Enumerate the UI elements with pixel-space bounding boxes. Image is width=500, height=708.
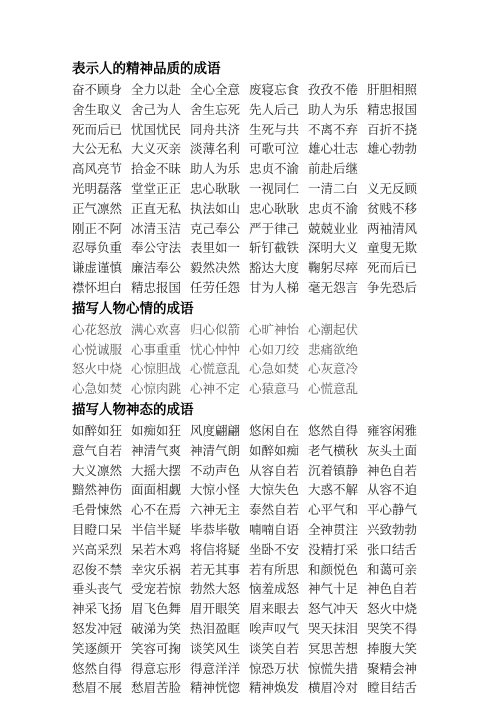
idiom-cell: 兴致勃勃 [367, 521, 418, 537]
idiom-cell: 拾金不昧 [131, 161, 182, 177]
idiom-cell: 毫无怨言 [308, 279, 359, 295]
idiom-cell: 勃然大怒 [190, 581, 241, 597]
idiom-cell: 死而后已 [72, 121, 123, 137]
idiom-cell: 老气横秋 [308, 442, 359, 458]
idiom-cell: 热泪盈眶 [190, 620, 241, 636]
idiom-cell: 谈笑自若 [249, 640, 300, 656]
idiom-cell: 忍辱负重 [72, 240, 123, 256]
idiom-cell: 心惊胆战 [131, 361, 182, 377]
idiom-cell: 深明大义 [308, 240, 359, 256]
idiom-cell: 廉洁奉公 [131, 260, 182, 276]
idiom-cell: 心花怒放 [72, 321, 123, 337]
idiom-cell: 争先恐后 [367, 279, 418, 295]
idiom-cell: 助人为乐 [308, 101, 359, 117]
idiom-cell: 精忠报国 [131, 279, 182, 295]
idiom-cell: 精神恍惚 [190, 680, 241, 696]
idiom-cell: 泰然自若 [249, 502, 300, 518]
idiom-cell: 破涕为笑 [131, 620, 182, 636]
idiom-cell: 神清气爽 [131, 442, 182, 458]
idiom-cell: 若无其事 [190, 561, 241, 577]
idiom-cell: 满心欢喜 [131, 321, 182, 337]
idiom-cell: 神清气朗 [190, 442, 241, 458]
idiom-cell: 忠贞不渝 [308, 200, 359, 216]
idiom-cell: 六神无主 [190, 502, 241, 518]
idiom-cell [367, 159, 426, 179]
idiom-cell: 心猿意马 [249, 381, 300, 397]
idiom-cell: 前赴后继 [308, 161, 359, 177]
idiom-cell: 大义灭亲 [131, 141, 182, 157]
idiom-cell: 死而后已 [367, 260, 418, 276]
idiom-cell: 心旷神怡 [249, 321, 300, 337]
idiom-cell: 眉来眼去 [249, 601, 300, 617]
idiom-cell: 如醉如痴 [249, 442, 300, 458]
idiom-cell: 半信半疑 [131, 521, 182, 537]
idiom-cell: 聚精会神 [367, 660, 418, 676]
idiom-cell: 雄心勃勃 [367, 141, 418, 157]
idiom-cell: 全神贯注 [308, 521, 359, 537]
idiom-cell [367, 359, 426, 379]
idiom-cell: 哭笑不得 [367, 620, 418, 636]
idiom-cell: 捧腹大笑 [367, 640, 418, 656]
idiom-cell: 怒发冲冠 [72, 620, 123, 636]
idiom-cell [367, 379, 426, 399]
idiom-cell: 惊恐万状 [249, 660, 300, 676]
idiom-cell: 心急如焚 [249, 361, 300, 377]
idiom-cell: 心悦诚服 [72, 341, 123, 357]
idiom-cell: 心如刀绞 [249, 341, 300, 357]
idiom-cell: 忍俊不禁 [72, 561, 123, 577]
idiom-cell: 雍容闲雅 [367, 422, 418, 438]
idiom-cell: 心慌意乱 [190, 361, 241, 377]
idiom-cell: 面面相觑 [131, 482, 182, 498]
idiom-cell: 高风亮节 [72, 161, 123, 177]
idiom-cell: 和蔼可亲 [367, 561, 418, 577]
idiom-cell: 生死与共 [249, 121, 300, 137]
idiom-cell: 怒火中烧 [367, 601, 418, 617]
idiom-cell: 大公无私 [72, 141, 123, 157]
idiom-cell: 一视同仁 [249, 180, 300, 196]
idiom-cell: 大惊失色 [249, 482, 300, 498]
idiom-cell: 黯然神伤 [72, 482, 123, 498]
idiom-cell: 平心静气 [367, 502, 418, 518]
idiom-cell: 可歌可泣 [249, 141, 300, 157]
idiom-cell: 兢兢业业 [308, 220, 359, 236]
idiom-cell: 神采飞扬 [72, 601, 123, 617]
idiom-cell: 笑逐颜开 [72, 640, 123, 656]
idiom-cell: 不离不弃 [308, 121, 359, 137]
idiom-cell: 刚正不阿 [72, 220, 123, 236]
section-spirit-quality [72, 58, 492, 298]
idiom-cell: 心事重重 [131, 341, 182, 357]
idiom-cell: 舍己为人 [131, 101, 182, 117]
idiom-cell: 正气凛然 [72, 200, 123, 216]
idiom-cell: 幸灾乐祸 [131, 561, 182, 577]
idiom-cell: 冰清玉洁 [131, 220, 182, 236]
idiom-cell: 冥思苦想 [308, 640, 359, 656]
idiom-cell: 若有所思 [249, 561, 300, 577]
section-title: 表示人的精神品质的成语 [72, 61, 221, 77]
idiom-cell: 豁达大度 [249, 260, 300, 276]
idiom-cell: 百折不挠 [367, 121, 418, 137]
idiom-cell: 愁眉不展 [72, 680, 123, 696]
idiom-cell: 谈笑风生 [190, 640, 241, 656]
idiom-cell: 两袖清风 [367, 220, 418, 236]
idiom-cell: 悠然自得 [72, 660, 123, 676]
idiom-cell: 如痴如狂 [131, 422, 182, 438]
idiom-cell: 悲痛欲绝 [308, 341, 359, 357]
idiom-cell: 忧国忧民 [131, 121, 182, 137]
idiom-cell: 克己奉公 [190, 220, 241, 236]
idiom-cell: 灰头土面 [367, 442, 418, 458]
idiom-cell: 斩钉截铁 [249, 240, 300, 256]
idiom-cell: 全心全意 [190, 82, 241, 97]
idiom-cell: 舍生取义 [72, 101, 123, 117]
idiom-cell: 任劳任怨 [190, 279, 241, 295]
idiom-cell: 光明磊落 [72, 180, 123, 196]
idiom-cell: 垂头丧气 [72, 581, 123, 597]
idiom-cell: 大摇大摆 [131, 462, 182, 478]
idiom-cell [367, 340, 426, 360]
idiom-cell: 笑容可掬 [131, 640, 182, 656]
idiom-cell: 坐卧不安 [249, 541, 300, 557]
idiom-grid [72, 421, 492, 698]
idiom-cell: 将信将疑 [190, 541, 241, 557]
idiom-cell: 心不在焉 [131, 502, 182, 518]
idiom-cell: 毛骨悚然 [72, 502, 123, 518]
idiom-cell: 瞠目结舌 [367, 680, 418, 696]
idiom-cell: 堂堂正正 [131, 180, 182, 196]
idiom-cell: 淡薄名利 [190, 141, 241, 157]
idiom-cell: 肝胆相照 [367, 82, 418, 97]
idiom-document [72, 58, 492, 698]
idiom-cell: 同舟共济 [190, 121, 241, 137]
idiom-cell: 心灰意冷 [308, 361, 359, 377]
idiom-cell: 归心似箭 [190, 321, 241, 337]
idiom-cell: 鞠躬尽瘁 [308, 260, 359, 276]
idiom-cell: 沉着镇静 [308, 462, 359, 478]
idiom-cell: 怒气冲天 [308, 601, 359, 617]
idiom-cell: 先人后己 [249, 101, 300, 117]
idiom-cell: 神气十足 [308, 581, 359, 597]
idiom-cell: 心神不定 [190, 381, 241, 397]
idiom-grid [72, 320, 492, 399]
idiom-cell: 张口结舌 [367, 541, 418, 557]
idiom-cell: 全力以赴 [131, 82, 182, 97]
idiom-cell: 心慌意乱 [308, 381, 359, 397]
idiom-cell: 废寝忘食 [249, 82, 300, 97]
idiom-cell: 受宠若惊 [131, 581, 182, 597]
idiom-cell: 童叟无欺 [367, 240, 418, 256]
idiom-cell: 得意洋洋 [190, 660, 241, 676]
idiom-cell: 心急如焚 [72, 381, 123, 397]
idiom-cell: 谦虚谨慎 [72, 260, 123, 276]
idiom-grid [72, 80, 492, 298]
idiom-cell: 义无反顾 [367, 180, 418, 196]
idiom-cell: 忠贞不渝 [249, 161, 300, 177]
idiom-cell: 大义凛然 [72, 462, 123, 478]
idiom-cell: 一清二白 [308, 180, 359, 196]
idiom-cell: 襟怀坦白 [72, 279, 123, 295]
idiom-cell: 奋不顾身 [72, 82, 123, 97]
section-title: 描写人物神态的成语 [72, 401, 194, 418]
idiom-cell: 目瞪口呆 [72, 521, 123, 537]
idiom-cell: 毅然决然 [190, 260, 241, 276]
idiom-cell: 神色自若 [367, 581, 418, 597]
idiom-cell: 贫贱不移 [367, 200, 418, 216]
idiom-cell: 精忠报国 [367, 101, 418, 117]
section-mood [72, 298, 492, 399]
idiom-cell: 意气自若 [72, 442, 123, 458]
idiom-cell: 不动声色 [190, 462, 241, 478]
idiom-cell: 从容不迫 [367, 482, 418, 498]
idiom-cell: 执法如山 [190, 200, 241, 216]
idiom-cell: 表里如一 [190, 240, 241, 256]
idiom-cell: 横眉冷对 [308, 680, 359, 696]
idiom-cell: 眉飞色舞 [131, 601, 182, 617]
idiom-cell: 大惊小怪 [190, 482, 241, 498]
idiom-cell: 唉声叹气 [249, 620, 300, 636]
idiom-cell: 怒火中烧 [72, 361, 123, 377]
idiom-cell: 愁眉苦脸 [131, 680, 182, 696]
idiom-cell: 毕恭毕敬 [190, 521, 241, 537]
idiom-cell: 如醉如狂 [72, 422, 123, 438]
section-title: 描写人物心情的成语 [72, 300, 194, 317]
idiom-cell: 雄心壮志 [308, 141, 359, 157]
idiom-cell: 哭天抹泪 [308, 620, 359, 636]
idiom-cell: 得意忘形 [131, 660, 182, 676]
idiom-cell: 神色自若 [367, 462, 418, 478]
idiom-cell: 恼羞成怒 [249, 581, 300, 597]
idiom-cell: 从容自若 [249, 462, 300, 478]
idiom-cell: 喃喃自语 [249, 521, 300, 537]
idiom-cell: 风度翩翩 [190, 422, 241, 438]
idiom-cell: 和颜悦色 [308, 561, 359, 577]
idiom-cell: 悠闲自在 [249, 422, 300, 438]
idiom-cell: 心惊肉跳 [131, 381, 182, 397]
idiom-cell: 严于律己 [249, 220, 300, 236]
idiom-cell: 忠心耿耿 [190, 180, 241, 196]
idiom-cell: 心潮起伏 [308, 321, 359, 337]
idiom-cell: 舍生忘死 [190, 101, 241, 117]
idiom-cell: 正直无私 [131, 200, 182, 216]
idiom-cell: 孜孜不倦 [308, 82, 359, 97]
idiom-cell: 忠心耿耿 [249, 200, 300, 216]
idiom-cell: 呆若木鸡 [131, 541, 182, 557]
idiom-cell: 助人为乐 [190, 161, 241, 177]
idiom-cell: 没精打采 [308, 541, 359, 557]
idiom-cell: 悠然自得 [308, 422, 359, 438]
idiom-cell: 甘为人梯 [249, 279, 300, 295]
idiom-cell: 奉公守法 [131, 240, 182, 256]
idiom-cell: 兴高采烈 [72, 541, 123, 557]
idiom-cell: 惊慌失措 [308, 660, 359, 676]
idiom-cell: 眉开眼笑 [190, 601, 241, 617]
idiom-cell: 心平气和 [308, 502, 359, 518]
idiom-cell: 大惑不解 [308, 482, 359, 498]
idiom-cell: 精神焕发 [249, 680, 300, 696]
idiom-cell: 忧心忡忡 [190, 341, 241, 357]
section-expression [72, 399, 492, 698]
idiom-cell [367, 320, 426, 340]
